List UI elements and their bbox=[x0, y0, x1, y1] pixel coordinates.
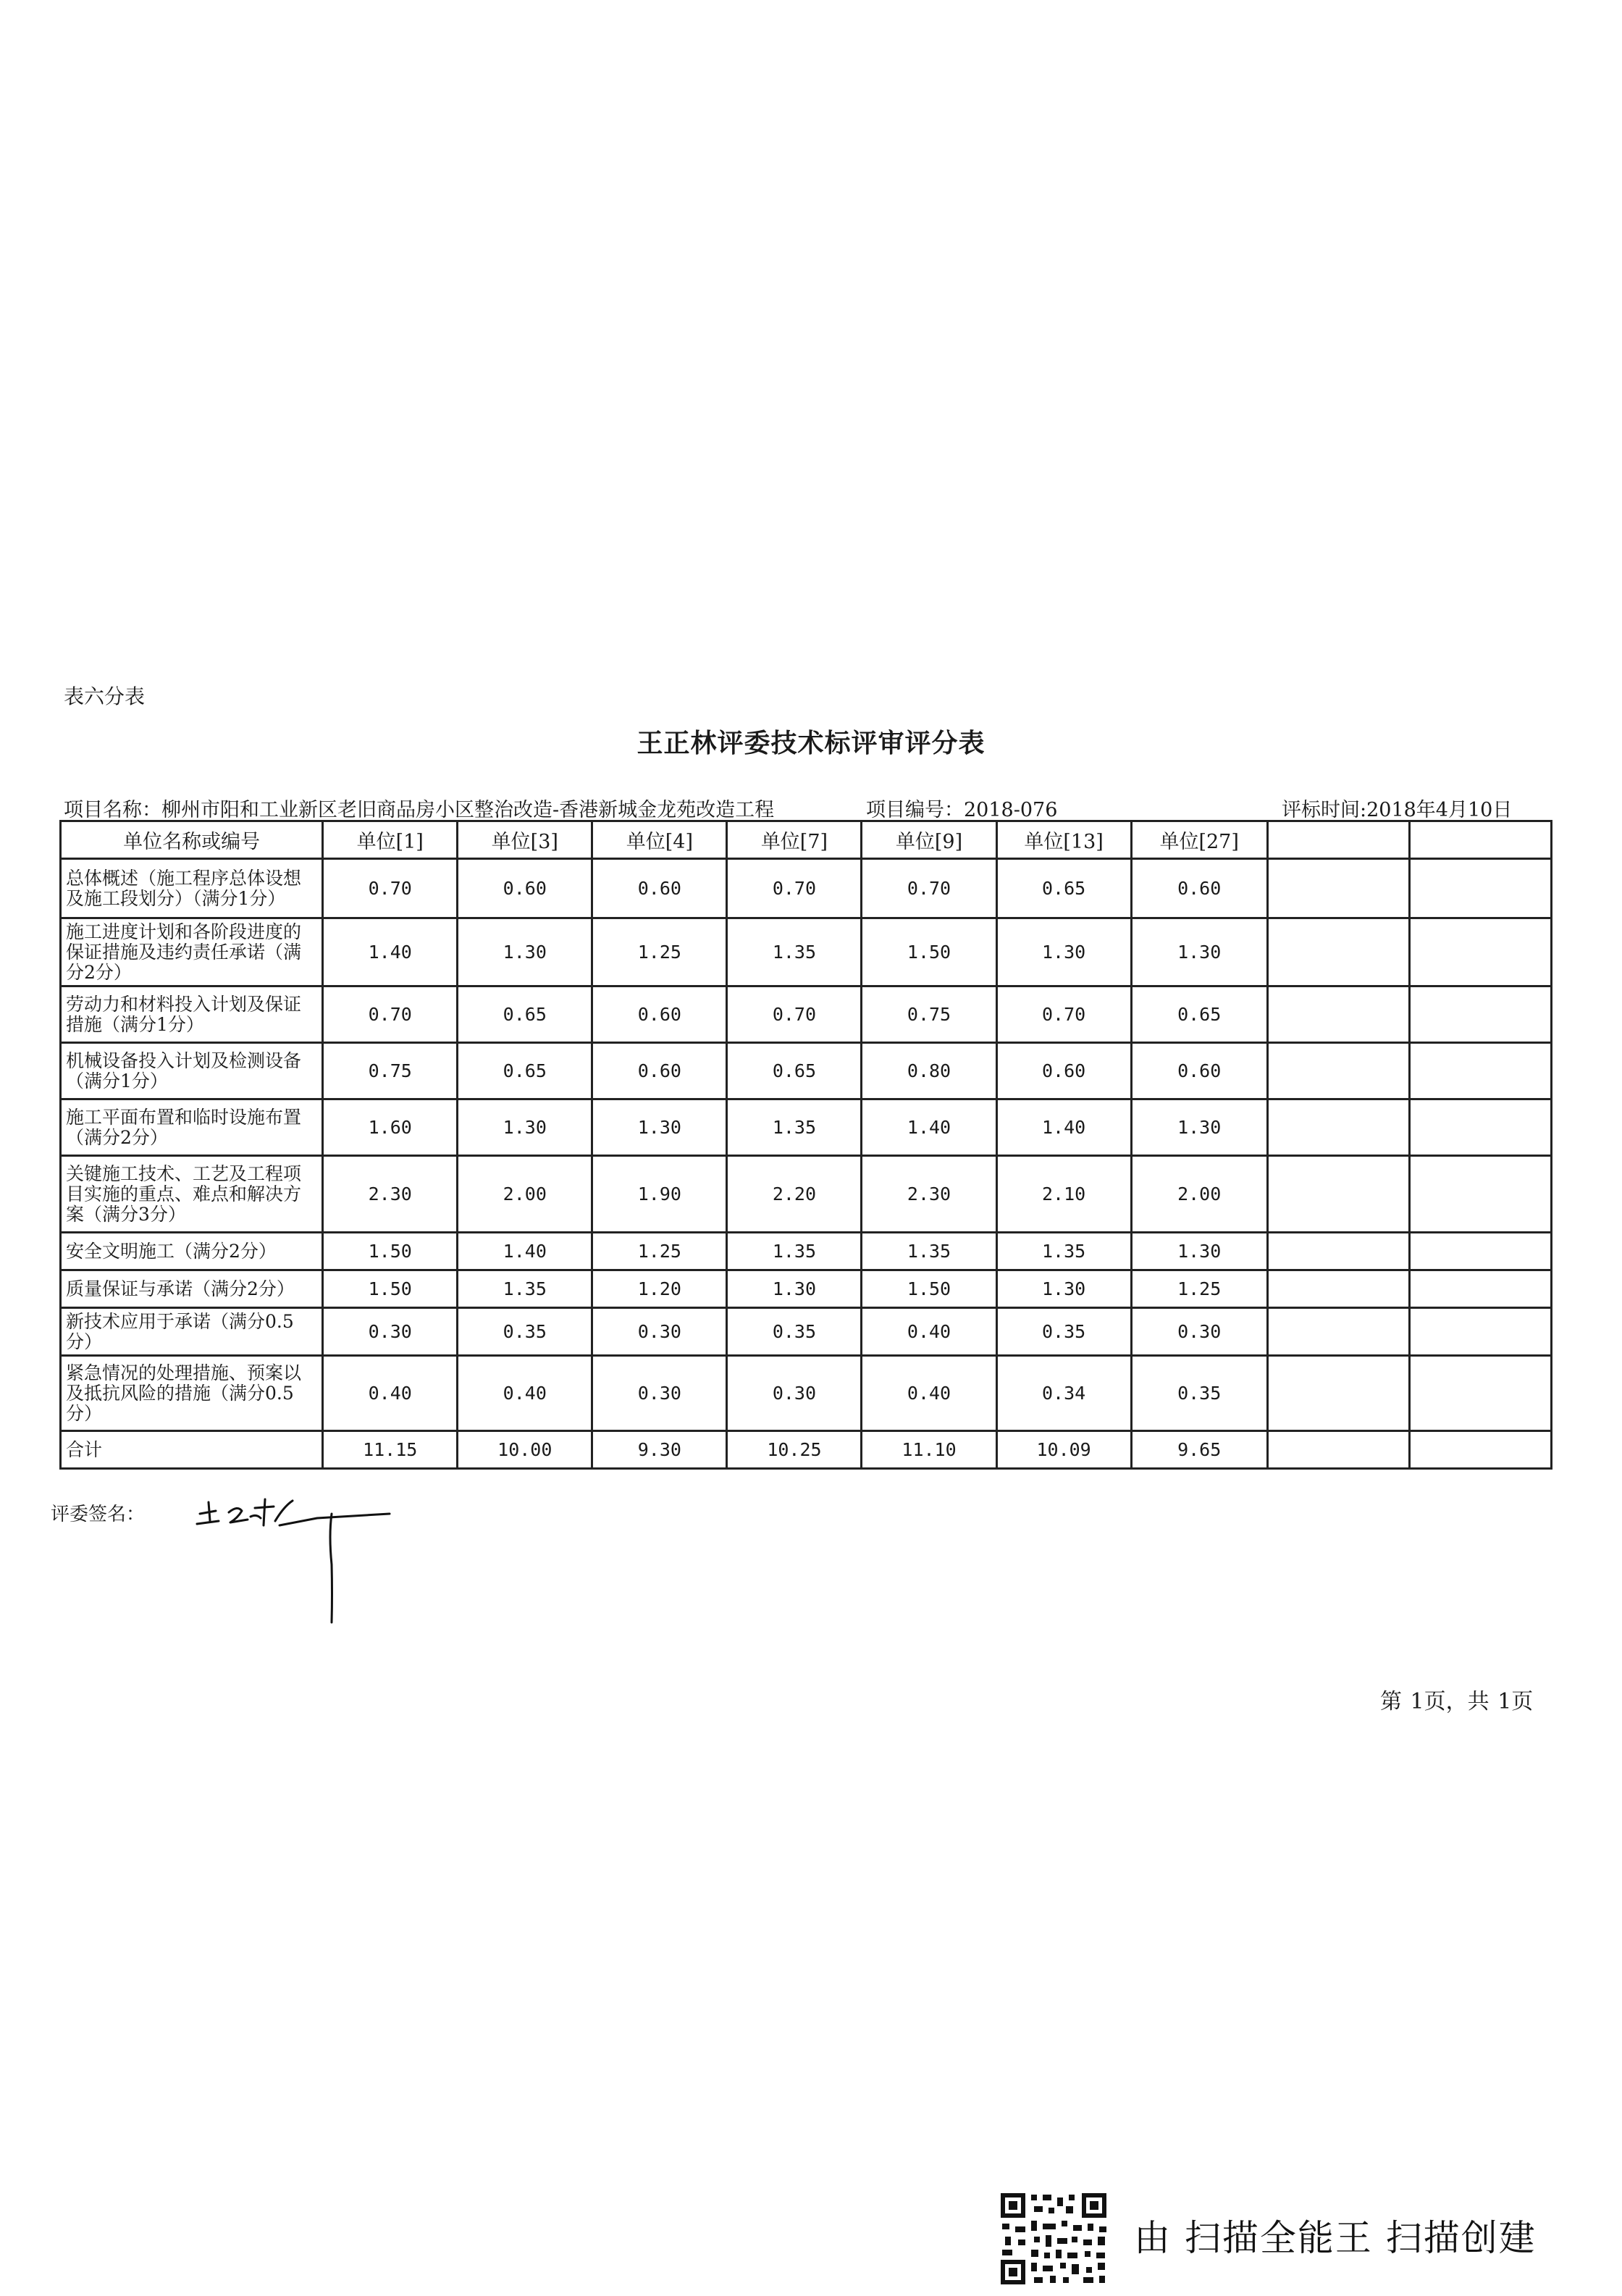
score-cell: 1.40 bbox=[862, 1099, 996, 1156]
score-cell: 0.65 bbox=[458, 986, 592, 1043]
table-header-row bbox=[61, 821, 1552, 859]
score-cell: 10.09 bbox=[996, 1431, 1131, 1469]
score-cell: 1.30 bbox=[1131, 918, 1267, 986]
score-cell: 1.50 bbox=[323, 1233, 458, 1270]
qr-code-icon bbox=[999, 2192, 1108, 2286]
score-cell: 1.30 bbox=[1131, 1233, 1267, 1270]
score-cell: 0.40 bbox=[862, 1356, 996, 1431]
score-cell: 0.60 bbox=[592, 986, 727, 1043]
column-header: 单位[3] bbox=[458, 821, 592, 859]
column-header: 单位[4] bbox=[592, 821, 727, 859]
score-cell: 1.60 bbox=[323, 1099, 458, 1156]
empty-cell bbox=[1409, 1308, 1551, 1356]
table-row bbox=[61, 1233, 1552, 1270]
score-cell: 10.00 bbox=[458, 1431, 592, 1469]
score-cell: 0.35 bbox=[727, 1308, 862, 1356]
score-cell: 9.30 bbox=[592, 1431, 727, 1469]
empty-cell bbox=[1409, 1431, 1551, 1469]
score-cell: 1.30 bbox=[1131, 1099, 1267, 1156]
score-cell: 2.00 bbox=[1131, 1156, 1267, 1233]
score-cell: 0.35 bbox=[458, 1308, 592, 1356]
score-cell: 0.80 bbox=[862, 1043, 996, 1099]
empty-cell bbox=[1267, 1431, 1409, 1469]
table-row bbox=[61, 918, 1552, 986]
score-cell: 0.70 bbox=[862, 859, 996, 918]
criterion-label: 劳动力和材料投入计划及保证措施（满分1分） bbox=[61, 986, 323, 1043]
score-cell: 11.15 bbox=[323, 1431, 458, 1469]
table-row bbox=[61, 1308, 1552, 1356]
empty-cell bbox=[1409, 1043, 1551, 1099]
page-indicator bbox=[1380, 1683, 1534, 1715]
score-cell: 0.40 bbox=[323, 1356, 458, 1431]
empty-cell bbox=[1267, 1099, 1409, 1156]
score-cell: 1.35 bbox=[862, 1233, 996, 1270]
empty-cell bbox=[1409, 1270, 1551, 1308]
score-cell: 1.30 bbox=[592, 1099, 727, 1156]
score-cell: 0.30 bbox=[592, 1356, 727, 1431]
handwritten-signature bbox=[194, 1492, 404, 1637]
score-cell: 0.60 bbox=[996, 1043, 1131, 1099]
score-cell: 0.70 bbox=[727, 986, 862, 1043]
score-cell: 0.40 bbox=[458, 1356, 592, 1431]
table-row bbox=[61, 1043, 1552, 1099]
signature-label: 评委签名： bbox=[51, 1504, 146, 1525]
criterion-label: 机械设备投入计划及检测设备（满分1分） bbox=[61, 1043, 323, 1099]
column-header: 单位[7] bbox=[727, 821, 862, 859]
score-cell: 2.00 bbox=[458, 1156, 592, 1233]
score-cell: 0.70 bbox=[323, 986, 458, 1043]
table-row bbox=[61, 1270, 1552, 1308]
score-cell: 0.75 bbox=[862, 986, 996, 1043]
footer-scan-note: 由 扫描全能王 扫描创建 bbox=[1134, 2217, 1537, 2259]
empty-cell bbox=[1267, 1233, 1409, 1270]
empty-cell bbox=[1409, 859, 1551, 918]
score-cell: 1.30 bbox=[727, 1270, 862, 1308]
score-cell: 1.35 bbox=[727, 918, 862, 986]
empty-cell bbox=[1409, 986, 1551, 1043]
total-row bbox=[61, 1431, 1552, 1469]
score-cell: 1.25 bbox=[1131, 1270, 1267, 1308]
page-total: 1页 bbox=[1497, 1689, 1534, 1714]
score-cell: 0.70 bbox=[727, 859, 862, 918]
score-cell: 11.10 bbox=[862, 1431, 996, 1469]
score-cell: 1.35 bbox=[996, 1233, 1131, 1270]
criterion-label: 质量保证与承诺（满分2分） bbox=[61, 1270, 323, 1308]
score-cell: 1.90 bbox=[592, 1156, 727, 1233]
score-cell: 0.75 bbox=[323, 1043, 458, 1099]
score-cell: 1.25 bbox=[592, 1233, 727, 1270]
score-table bbox=[59, 820, 1552, 1470]
empty-cell bbox=[1267, 859, 1409, 918]
empty-cell bbox=[1409, 1099, 1551, 1156]
score-cell: 0.70 bbox=[323, 859, 458, 918]
score-cell: 1.40 bbox=[323, 918, 458, 986]
column-header: 单位[27] bbox=[1131, 821, 1267, 859]
project-name: 项目名称：柳州市阳和工业新区老旧商品房小区整治改造-香港新城金龙苑改造工程 bbox=[64, 799, 775, 821]
project-code: 项目编号：2018-076 bbox=[866, 799, 1058, 821]
empty-cell bbox=[1267, 1156, 1409, 1233]
empty-cell bbox=[1409, 1356, 1551, 1431]
score-cell: 9.65 bbox=[1131, 1431, 1267, 1469]
score-cell: 1.30 bbox=[458, 1099, 592, 1156]
table-row bbox=[61, 859, 1552, 918]
score-cell: 1.25 bbox=[592, 918, 727, 986]
score-cell: 0.30 bbox=[592, 1308, 727, 1356]
score-cell: 0.65 bbox=[727, 1043, 862, 1099]
empty-cell bbox=[1409, 1233, 1551, 1270]
criterion-label: 安全文明施工（满分2分） bbox=[61, 1233, 323, 1270]
score-cell: 0.30 bbox=[1131, 1308, 1267, 1356]
score-cell: 1.40 bbox=[996, 1099, 1131, 1156]
score-cell: 1.35 bbox=[727, 1099, 862, 1156]
column-header bbox=[1409, 821, 1551, 859]
score-cell: 1.30 bbox=[458, 918, 592, 986]
table-row bbox=[61, 1099, 1552, 1156]
table-row bbox=[61, 1156, 1552, 1233]
empty-cell bbox=[1267, 1308, 1409, 1356]
score-cell: 1.50 bbox=[862, 1270, 996, 1308]
column-header: 单位[1] bbox=[323, 821, 458, 859]
score-cell: 1.35 bbox=[727, 1233, 862, 1270]
score-cell: 2.10 bbox=[996, 1156, 1131, 1233]
empty-cell bbox=[1267, 1043, 1409, 1099]
column-header: 单位[13] bbox=[996, 821, 1131, 859]
score-cell: 0.30 bbox=[323, 1308, 458, 1356]
table-row bbox=[61, 1356, 1552, 1431]
column-header: 单位名称或编号 bbox=[61, 821, 323, 859]
empty-cell bbox=[1267, 918, 1409, 986]
score-cell: 10.25 bbox=[727, 1431, 862, 1469]
score-cell: 1.35 bbox=[458, 1270, 592, 1308]
criterion-label: 总体概述（施工程序总体设想及施工段划分）（满分1分） bbox=[61, 859, 323, 918]
score-cell: 1.40 bbox=[458, 1233, 592, 1270]
empty-cell bbox=[1267, 986, 1409, 1043]
criterion-label: 新技术应用于承诺（满分0.5分） bbox=[61, 1308, 323, 1356]
score-cell: 2.30 bbox=[323, 1156, 458, 1233]
score-cell: 1.50 bbox=[323, 1270, 458, 1308]
score-cell: 0.30 bbox=[727, 1356, 862, 1431]
score-cell: 2.30 bbox=[862, 1156, 996, 1233]
criterion-label: 紧急情况的处理措施、预案以及抵抗风险的措施（满分0.5分） bbox=[61, 1356, 323, 1431]
score-cell: 0.65 bbox=[996, 859, 1131, 918]
score-cell: 0.60 bbox=[1131, 1043, 1267, 1099]
criterion-label: 施工进度计划和各阶段进度的保证措施及违约责任承诺（满分2分） bbox=[61, 918, 323, 986]
empty-cell bbox=[1267, 1270, 1409, 1308]
score-cell: 1.50 bbox=[862, 918, 996, 986]
empty-cell bbox=[1409, 918, 1551, 986]
score-cell: 0.65 bbox=[1131, 986, 1267, 1043]
score-cell: 2.20 bbox=[727, 1156, 862, 1233]
score-cell: 0.70 bbox=[996, 986, 1131, 1043]
score-cell: 0.35 bbox=[996, 1308, 1131, 1356]
score-cell: 0.34 bbox=[996, 1356, 1131, 1431]
review-date: 评标时间:2018年4月10日 bbox=[1282, 799, 1513, 821]
criterion-label: 合计 bbox=[61, 1431, 323, 1469]
score-cell: 0.65 bbox=[458, 1043, 592, 1099]
score-cell: 0.60 bbox=[458, 859, 592, 918]
form-code: 表六分表 bbox=[64, 684, 146, 708]
empty-cell bbox=[1267, 1356, 1409, 1431]
empty-cell bbox=[1409, 1156, 1551, 1233]
score-cell: 1.30 bbox=[996, 918, 1131, 986]
criterion-label: 施工平面布置和临时设施布置（满分2分） bbox=[61, 1099, 323, 1156]
page-current: 1页，共 bbox=[1410, 1689, 1489, 1714]
page-prefix: 第 bbox=[1380, 1689, 1402, 1714]
table-row bbox=[61, 986, 1552, 1043]
column-header: 单位[9] bbox=[862, 821, 996, 859]
score-cell: 0.35 bbox=[1131, 1356, 1267, 1431]
score-cell: 0.40 bbox=[862, 1308, 996, 1356]
score-cell: 0.60 bbox=[1131, 859, 1267, 918]
score-cell: 1.20 bbox=[592, 1270, 727, 1308]
score-cell: 1.30 bbox=[996, 1270, 1131, 1308]
document-title: 王正林评委技术标评审评分表 bbox=[636, 728, 986, 758]
column-header bbox=[1267, 821, 1409, 859]
criterion-label: 关键施工技术、工艺及工程项目实施的重点、难点和解决方案（满分3分） bbox=[61, 1156, 323, 1233]
score-cell: 0.60 bbox=[592, 859, 727, 918]
score-cell: 0.60 bbox=[592, 1043, 727, 1099]
